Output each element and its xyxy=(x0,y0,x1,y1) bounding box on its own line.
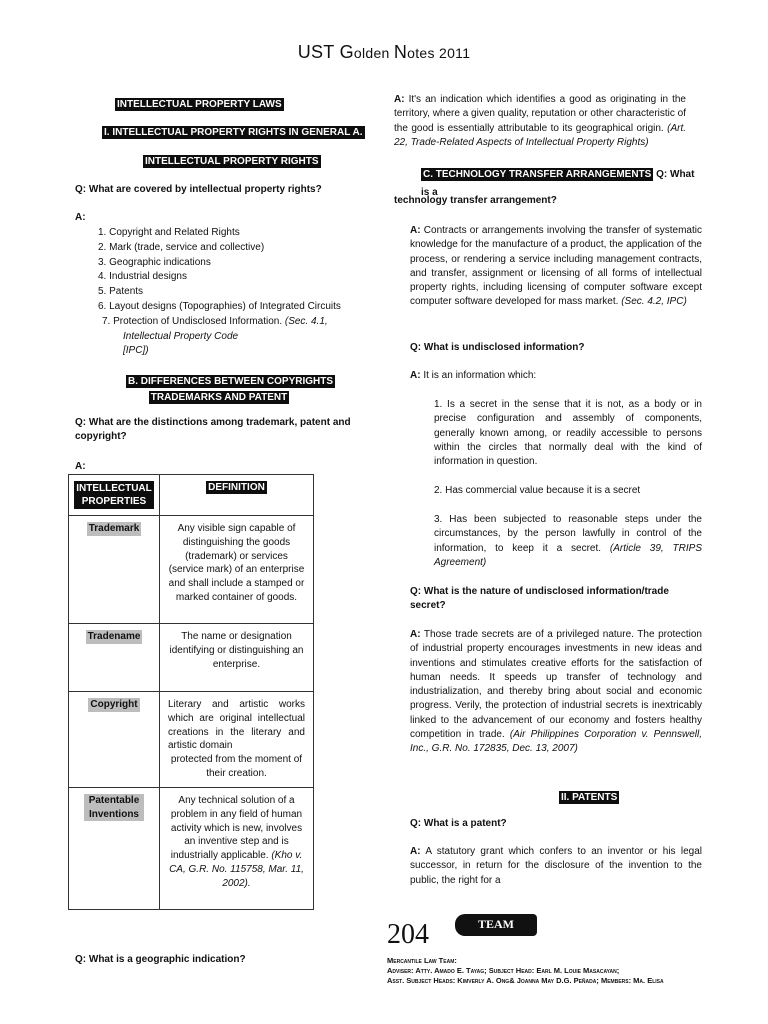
table-cell-term: Patentable Inventions xyxy=(69,788,160,910)
table-row xyxy=(69,624,314,692)
question-undisclosed-info: Q: What is undisclosed information? xyxy=(410,342,585,353)
section-heading-ip-laws: INTELLECTUAL PROPERTY LAWS xyxy=(117,99,282,110)
answer-patent: A: A statutory grant which confers to an inventor or his legal successor, in return for the disclosure of the invention to the public, the right for a xyxy=(410,846,702,886)
table-cell-term: Trademark xyxy=(69,516,160,624)
question-patent: Q: What is a patent? xyxy=(410,818,507,829)
table-cell-definition: The name or designation identifying or distinguishing an enterprise. xyxy=(160,624,314,692)
table-cell-definition: Any technical solution of a problem in any field of human activity which is new, involves an inventive step and is industrially applicable. (Kho v. CA, G.R. No. 115758, Mar. 11, 2002). xyxy=(160,788,314,910)
answer-label: A: xyxy=(75,212,86,223)
list-item: 1. Is a secret in the sense that it is not, as a body or in precise configuration and assembly of components, generally known among, or readily accessible to persons within the circles that normally deal with the kind of information in question. xyxy=(434,399,702,468)
list-item: 1. Copyright and Related Rights xyxy=(98,227,240,238)
footer-credits: Mercantile Law Team: Adviser: Atty. Amado E. Tayag; Subject Head: Earl M. Louie Masacayan; Asst. Subject Heads: Kimverly A. Ong& Joanna May D.G. Peñada; Members: Ma. Elisa xyxy=(387,956,664,985)
question-coverage: Q: What are covered by intellectual property rights? xyxy=(75,184,322,195)
table-header-row xyxy=(69,475,314,516)
list-item: 5. Patents xyxy=(98,286,144,298)
table-cell-term: Copyright xyxy=(69,692,160,788)
table-header-cell: INTELLECTUAL PROPERTIES xyxy=(69,475,160,516)
question-nature-undisclosed: Q: What is the nature of undisclosed information/trade secret? xyxy=(410,586,669,611)
list-item: 2. Has commercial value because it is a secret xyxy=(434,485,641,496)
section-heading-differences: B. DIFFERENCES BETWEEN COPYRIGHTS TRADEMARKS AND PATENT xyxy=(128,376,334,403)
list-item: 3. Has been subjected to reasonable steps under the circumstances, by the person lawfully in control of the information, to keep it a secret. (Article 39, TRIPS Agreement) xyxy=(434,514,702,568)
ip-distinctions-table xyxy=(68,474,314,910)
answer-technology-transfer: A: Contracts or arrangements involving the transfer of systematic knowledge for the manufacture of a product, the application of the process, or rendering a service including management contracts, and transfer, assignment or licensing of all forms of intellectual property rights, including licensing of computer software except computer software developed for mass market. (Sec. 4.2, IPC) xyxy=(410,225,702,308)
answer-undisclosed-info: A: It is an information which: xyxy=(410,370,537,381)
list-item: 4. Industrial designs xyxy=(98,271,187,283)
list-item: 7. Protection of Undisclosed Information. (Sec. 4.1, xyxy=(102,315,328,327)
table-row xyxy=(69,692,314,788)
list-item-citation: [IPC]) xyxy=(123,345,149,357)
question-distinctions: Q: What are the distinctions among trademark, patent and copyright? xyxy=(75,417,351,442)
list-item: 2. Mark (trade, service and collective) xyxy=(98,241,265,253)
section-heading-ip-rights: INTELLECTUAL PROPERTY RIGHTS xyxy=(145,156,319,167)
table-row xyxy=(69,788,314,910)
answer-label: A: xyxy=(75,461,86,472)
list-item: 3. Geographic indications xyxy=(98,256,211,268)
section-heading-patents: II. PATENTS xyxy=(561,792,618,803)
section-heading-technology-transfer: C. TECHNOLOGY TRANSFER ARRANGEMENTS Q: What is a xyxy=(421,169,695,198)
table-cell-term: Tradename xyxy=(69,624,160,692)
section-heading-ip-rights-general: I. INTELLECTUAL PROPERTY RIGHTS IN GENERAL A. xyxy=(104,127,363,138)
list-item: 6. Layout designs (Topographies) of Integrated Circuits xyxy=(98,300,341,312)
team-barcips-logo: TEAM BARCIPS xyxy=(455,914,537,936)
table-cell-definition: Literary and artistic works which are original intellectual creations in the literary and artistic domain protected from the moment of their creation. xyxy=(160,692,314,788)
list-item-citation: Intellectual Property Code xyxy=(123,330,239,342)
question-technology-transfer: technology transfer arrangement? xyxy=(394,195,557,206)
ip-rights-list xyxy=(98,226,358,359)
running-header: UST Golden Notes 2011 xyxy=(297,42,471,62)
page-number: 204 xyxy=(387,919,429,950)
table-row xyxy=(69,516,314,624)
table-cell-definition: Any visible sign capable of distinguishing the goods (trademark) or services (service mark) of an enterprise and shall include a stamped or marked container of goods. xyxy=(160,516,314,624)
answer-nature-undisclosed: A: Those trade secrets are of a privileged nature. The protection of industrial property encourages investments in new ideas and inventions and stimulates creative efforts for the satisfaction of human needs. It speeds up transfer of technology and industrialization, and thereby bring about social and economic progress. Verily, the protection of industrial secrets is inextricably linked to the advancement of our economy and fosters healthy competition in trade. (Air Philippines Corporation v. Pennswell, Inc., G.R. No. 172835, Dec. 13, 2007) xyxy=(410,629,703,755)
question-geographic-indication: Q: What is a geographic indication? xyxy=(75,954,246,965)
table-header-cell: DEFINITION xyxy=(160,475,314,516)
answer-geographic-indication: A: It's an indication which identifies a good as originating in the territory, where a given quality, reputation or other characteristic of the good is essentially attributable to its geographical origin. (Art. 22, Trade-Related Aspects of Intellectual Property Rights) xyxy=(394,94,686,148)
